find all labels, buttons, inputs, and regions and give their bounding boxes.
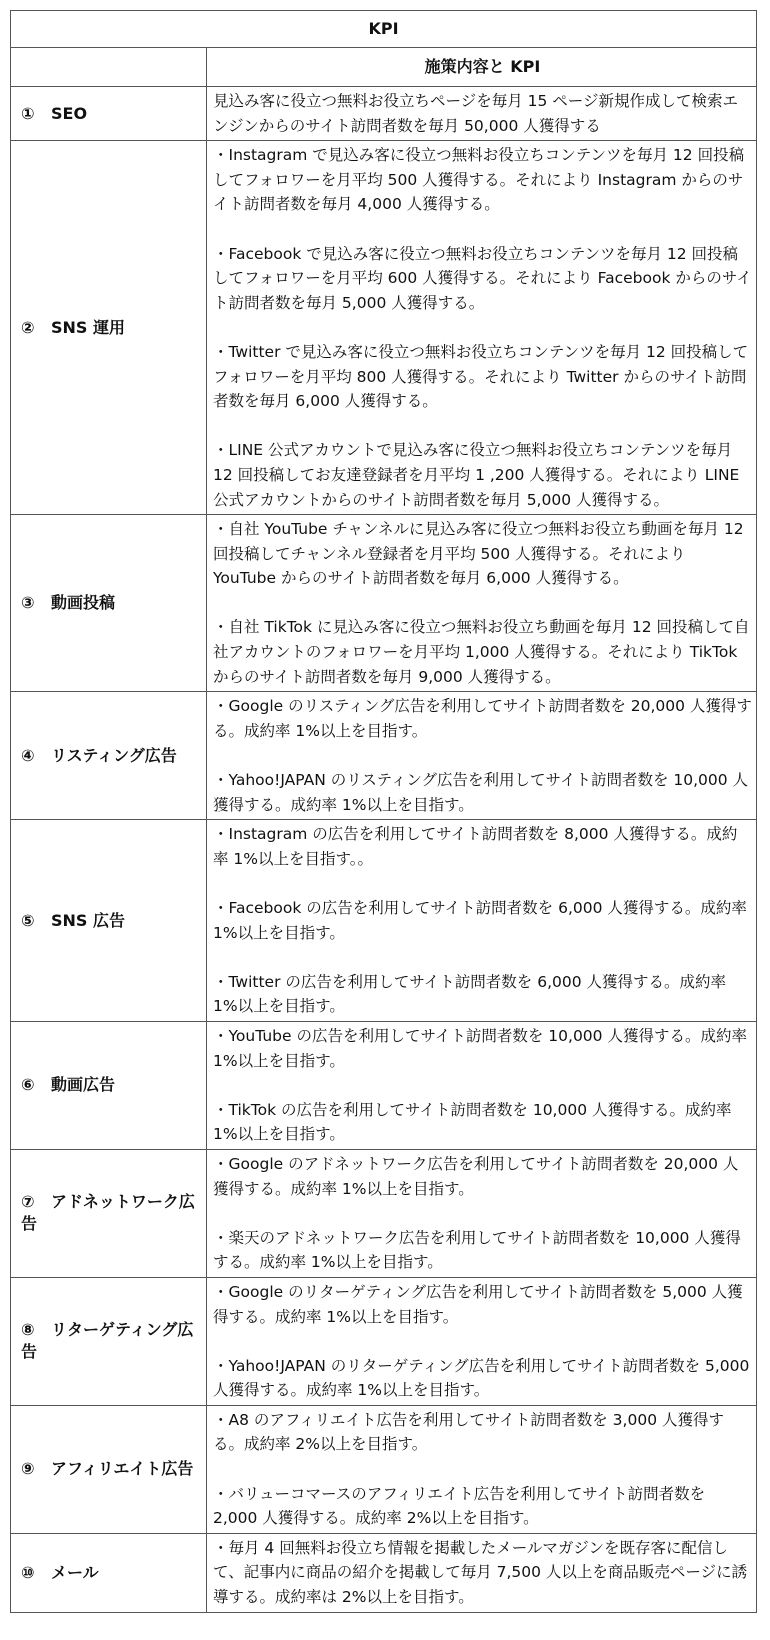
measure-label-cell <box>11 1277 207 1405</box>
measure-label-cell <box>11 515 207 692</box>
kpi-item: ・Facebook で見込み客に役立つ無料お役立ちコンテンツを毎月 12 回投稿してフォロワーを月平均 600 人獲得する。それにより Facebook からのサイト訪問者数を毎月 5,000 人獲得する。 <box>213 244 752 312</box>
measure-name: SEO <box>51 103 88 123</box>
kpi-item: ・Google のリターゲティング広告を利用してサイト訪問者数を 5,000 人獲得する。成約率 1%以上を目指す。 <box>213 1282 743 1326</box>
kpi-item: ・A8 のアフィリエイト広告を利用してサイト訪問者数を 3,000 人獲得する。成約率 2%以上を目指す。 <box>213 1410 724 1454</box>
measure-name: アドネットワーク広告 <box>21 1192 195 1234</box>
measure-label-cell <box>11 1533 207 1612</box>
kpi-content-cell <box>207 692 757 820</box>
measure-name: リスティング広告 <box>51 745 177 765</box>
kpi-item: 見込み客に役立つ無料お役立ちページを毎月 15 ページ新規作成して検索エンジンからのサイト訪問者数を毎月 50,000 人獲得する <box>213 92 738 135</box>
kpi-item: ・TikTok の広告を利用してサイト訪問者数を 10,000 人獲得する。成約率 1%以上を目指す。 <box>213 1100 737 1144</box>
kpi-item: ・Google のリスティング広告を利用してサイト訪問者数を 20,000 人獲得する。成約率 1%以上を目指す。 <box>213 697 752 740</box>
kpi-content-cell <box>207 1149 757 1277</box>
measure-number: ⑧ <box>21 1320 35 1340</box>
table-row <box>11 1149 757 1277</box>
measure-name: SNS 運用 <box>51 317 126 337</box>
kpi-item: ・YouTube の広告を利用してサイト訪問者数を 10,000 人獲得する。成約率 1%以上を目指す。 <box>213 1026 752 1070</box>
measure-name: メール <box>51 1562 99 1582</box>
kpi-item: ・Instagram の広告を利用してサイト訪問者数を 8,000 人獲得する。成約率 1%以上を目指す。。 <box>213 825 738 868</box>
kpi-item: ・Facebook の広告を利用してサイト訪問者数を 6,000 人獲得する。成約率 1%以上を目指す。 <box>213 899 752 942</box>
table-row <box>11 1277 757 1405</box>
kpi-item: ・Yahoo!JAPAN のリターゲティング広告を利用してサイト訪問者数を 5,000 人獲得する。成約率 1%以上を目指す。 <box>213 1356 755 1400</box>
measure-number: ⑦ <box>21 1192 35 1212</box>
kpi-content-cell <box>207 87 757 141</box>
measure-name: 動画投稿 <box>51 593 116 613</box>
kpi-content-cell <box>207 515 757 692</box>
kpi-item: ・毎月 4 回無料お役立ち情報を掲載したメールマガジンを既存客に配信して、記事内に商品の紹介を掲載して毎月 7,500 人以上を商品販売ページに誘導する。成約率は 2%以上を目指す。 <box>213 1538 748 1607</box>
table-row <box>11 820 757 1022</box>
title-row <box>11 11 757 48</box>
measure-number: ⑤ <box>21 910 35 930</box>
kpi-item: ・LINE 公式アカウントで見込み客に役立つ無料お役立ちコンテンツを毎月 12 回投稿してお友達登録者を月平均 1 ,200 人獲得する。それにより LINE 公式アカウントからのサイト訪問者数を毎月 5,000 人獲得する。 <box>213 441 745 509</box>
kpi-item: ・バリューコマースのアフィリエイト広告を利用してサイト訪問者数を 2,000 人獲得する。成約率 2%以上を目指す。 <box>213 1484 711 1528</box>
measure-name: SNS 広告 <box>51 910 126 930</box>
kpi-item: ・Yahoo!JAPAN のリスティング広告を利用してサイト訪問者数を 10,000 人獲得する。成約率 1%以上を目指す。 <box>213 771 749 814</box>
kpi-content-cell <box>207 141 757 515</box>
kpi-content-cell <box>207 1533 757 1612</box>
measure-number: ② <box>21 317 35 337</box>
kpi-table <box>10 10 757 1613</box>
kpi-item: ・楽天のアドネットワーク広告を利用してサイト訪問者数を 10,000 人獲得する。成約率 1%以上を目指す。 <box>213 1228 741 1272</box>
measure-label-cell <box>11 141 207 515</box>
table-row <box>11 1021 757 1149</box>
measure-number: ⑨ <box>21 1459 35 1479</box>
table-row <box>11 141 757 515</box>
measure-name: リターゲティング広告 <box>21 1320 194 1362</box>
measure-label-cell <box>11 692 207 820</box>
measure-number: ⑩ <box>21 1562 35 1582</box>
measure-label-cell <box>11 87 207 141</box>
table-row <box>11 1533 757 1612</box>
kpi-content-cell <box>207 1405 757 1533</box>
measure-name: 動画広告 <box>51 1075 116 1095</box>
kpi-content-cell <box>207 820 757 1022</box>
kpi-item: ・Google のアドネットワーク広告を利用してサイト訪問者数を 20,000 人獲得する。成約率 1%以上を目指す。 <box>213 1154 739 1198</box>
measure-number: ④ <box>21 745 35 765</box>
column-header: 施策内容と KPI <box>207 48 757 87</box>
measure-number: ③ <box>21 593 35 613</box>
measure-label-cell <box>11 1021 207 1149</box>
table-title: KPI <box>11 11 757 48</box>
table-row <box>11 87 757 141</box>
kpi-item: ・Instagram で見込み客に役立つ無料お役立ちコンテンツを毎月 12 回投稿してフォロワーを月平均 500 人獲得する。それにより Instagram からのサイト訪問者数を毎月 4,000 人獲得する。 <box>213 146 745 214</box>
header-row <box>11 48 757 87</box>
measure-name: アフィリエイト広告 <box>51 1459 194 1479</box>
measure-number: ① <box>21 103 35 123</box>
kpi-item: ・自社 TikTok に見込み客に役立つ無料お役立ち動画を毎月 12 回投稿して自社アカウントのフォロワーを月平均 1,000 人獲得する。それにより TikTok からのサイト訪問者数を毎月 9,000 人獲得する。 <box>213 618 750 686</box>
kpi-item: ・自社 YouTube チャンネルに見込み客に役立つ無料お役立ち動画を毎月 12 回投稿してチャンネル登録者を月平均 500 人獲得する。それにより YouTube からのサイト訪問者数を毎月 6,000 人獲得する。 <box>213 520 749 588</box>
kpi-content-cell <box>207 1021 757 1149</box>
kpi-item: ・Twitter の広告を利用してサイト訪問者数を 6,000 人獲得する。成約率 1%以上を目指す。 <box>213 972 731 1016</box>
measure-label-cell <box>11 820 207 1022</box>
kpi-content-cell <box>207 1277 757 1405</box>
kpi-item: ・Twitter で見込み客に役立つ無料お役立ちコンテンツを毎月 12 回投稿してフォロワーを月平均 800 人獲得する。それにより Twitter からのサイト訪問者数を毎月 6,000 人獲得する。 <box>213 342 749 411</box>
measure-number: ⑥ <box>21 1075 35 1095</box>
table-row <box>11 1405 757 1533</box>
table-row <box>11 692 757 820</box>
table-row <box>11 515 757 692</box>
measure-label-cell <box>11 1149 207 1277</box>
measure-label-cell <box>11 1405 207 1533</box>
header-empty-cell <box>11 48 207 87</box>
